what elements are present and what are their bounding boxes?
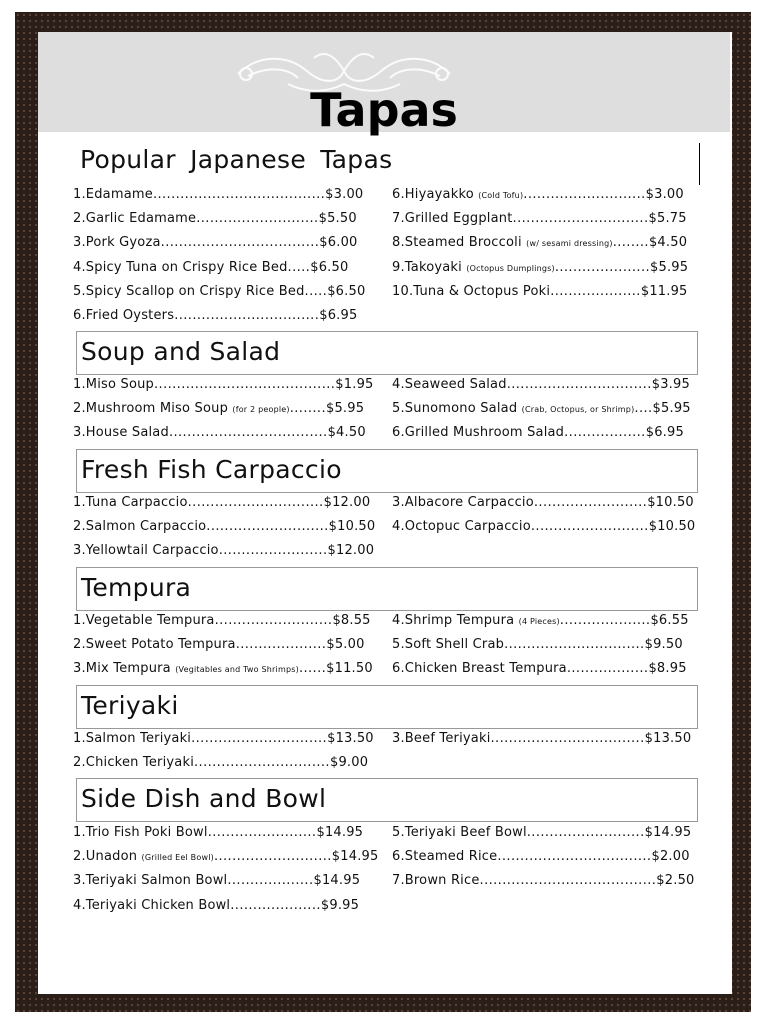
menu-item — [392, 660, 687, 678]
menu-item-leader-dots: ................................ — [506, 377, 652, 392]
menu-item-price: $10.50 — [648, 519, 696, 534]
menu-item-price: $5.95 — [650, 260, 689, 275]
menu-item — [392, 612, 689, 631]
menu-item — [73, 612, 371, 630]
menu-item — [392, 494, 694, 512]
menu-item — [392, 730, 691, 748]
menu-item — [73, 824, 363, 842]
menu-item-price: $13.50 — [644, 731, 692, 746]
menu-item — [73, 542, 374, 560]
menu-item-price: $14.95 — [644, 825, 692, 840]
menu-item-price: $4.50 — [327, 425, 366, 440]
menu-item-price: $12.00 — [323, 495, 371, 510]
menu-item — [73, 848, 378, 867]
menu-item-leader-dots: ........................... — [196, 211, 319, 226]
menu-item-price: $3.00 — [645, 187, 684, 202]
menu-item-leader-dots: .... — [634, 401, 653, 416]
menu-item-name: 2.Salmon Carpaccio — [73, 519, 207, 534]
menu-item-price: $4.50 — [648, 235, 688, 250]
menu-item-price: $3.95 — [651, 377, 690, 392]
menu-item-name: 2.Sweet Potato Tempura — [73, 637, 236, 652]
menu-item-name: 8.Steamed Broccoli — [392, 235, 522, 250]
menu-item-leader-dots: ............................... — [504, 637, 645, 652]
menu-item — [392, 210, 687, 228]
section-heading-tempura: Tempura — [81, 573, 192, 602]
menu-item-name: 4.Octopuc Carpaccio — [392, 519, 531, 534]
menu-item-price: $14.95 — [316, 825, 364, 840]
menu-item-name: 3.Mix Tempura — [73, 661, 171, 676]
menu-item-leader-dots: ..... — [287, 260, 311, 275]
menu-item-note: (Vegitables and Two Shrimps) — [175, 665, 299, 674]
menu-item — [73, 518, 375, 536]
menu-item-name: 1.Salmon Teriyaki — [73, 731, 192, 746]
menu-item-leader-dots: .......................... — [530, 519, 649, 534]
menu-item-leader-dots: ..................... — [554, 260, 651, 275]
menu-item — [392, 376, 690, 394]
menu-item-price: $5.95 — [652, 401, 691, 416]
menu-item-price: $8.55 — [332, 613, 371, 628]
menu-item — [392, 872, 695, 890]
menu-item-leader-dots: ........................... — [206, 519, 329, 534]
menu-item-note: (Grilled Eel Bowl) — [141, 853, 214, 862]
menu-title: Tapas — [310, 83, 458, 137]
menu-item-price: $9.95 — [320, 898, 360, 913]
menu-item-price: $5.95 — [325, 401, 365, 416]
menu-item-price: $9.50 — [644, 637, 683, 652]
menu-item — [73, 259, 348, 277]
menu-item-leader-dots: .................................. — [497, 849, 652, 864]
menu-item-leader-dots: ................................ — [174, 308, 320, 323]
menu-item — [392, 400, 691, 419]
menu-item-price: $6.95 — [645, 425, 684, 440]
menu-item-price: $1.95 — [335, 377, 374, 392]
menu-item-leader-dots: ................................... — [168, 425, 328, 440]
section-box-teriyaki — [76, 685, 698, 729]
section-box-soup-and-salad — [76, 331, 698, 375]
menu-item — [73, 872, 360, 890]
menu-item-name: 4.Teriyaki Chicken Bowl — [73, 898, 231, 913]
menu-item-name: 5.Spicy Scallop on Crispy Rice Bed — [73, 284, 305, 299]
menu-item-name: 7.Brown Rice — [392, 873, 480, 888]
menu-item — [392, 848, 690, 866]
menu-item-price: $6.00 — [319, 235, 358, 250]
section-box-tempura — [76, 567, 698, 611]
menu-item-leader-dots: ....................................... — [479, 873, 657, 888]
menu-item-price: $2.50 — [656, 873, 695, 888]
menu-item-price: $14.95 — [331, 849, 379, 864]
menu-item-note: (Cold Tofu) — [478, 191, 524, 200]
menu-item-leader-dots: ................................... — [160, 235, 320, 250]
menu-item-leader-dots: .............................. — [191, 731, 328, 746]
menu-item-price: $6.95 — [319, 308, 358, 323]
menu-item-leader-dots: .................... — [230, 898, 321, 913]
menu-item-leader-dots: .................... — [550, 284, 641, 299]
menu-item-name: 4.Shrimp Tempura — [392, 613, 515, 628]
menu-item-name: 6.Steamed Rice — [392, 849, 498, 864]
menu-item-leader-dots: .......................... — [526, 825, 645, 840]
menu-item-price: $10.50 — [328, 519, 376, 534]
menu-item — [73, 754, 368, 772]
menu-item — [392, 518, 695, 536]
menu-item — [392, 824, 691, 842]
menu-item-price: $3.00 — [325, 187, 364, 202]
section-heading-side-dish-and-bowl: Side Dish and Bowl — [81, 784, 327, 813]
menu-item-name: 3.Teriyaki Salmon Bowl — [73, 873, 228, 888]
menu-item — [392, 283, 688, 301]
menu-item-name: 3.Beef Teriyaki — [392, 731, 491, 746]
menu-item — [73, 376, 374, 394]
menu-item-name: 1.Tuna Carpaccio — [73, 495, 188, 510]
menu-item-name: 1.Edamame — [73, 187, 153, 202]
menu-item-name: 6.Chicken Breast Tempura — [392, 661, 567, 676]
menu-item — [73, 307, 357, 325]
menu-item-leader-dots: ..... — [304, 284, 328, 299]
menu-item-leader-dots: ................... — [227, 873, 314, 888]
menu-item-price: $6.50 — [310, 260, 349, 275]
menu-item-price: $14.95 — [313, 873, 361, 888]
menu-item-note: (4 Pieces) — [518, 617, 560, 626]
section-box-fresh-fish-carpaccio — [76, 449, 698, 493]
menu-item-name: 9.Takoyaki — [392, 260, 462, 275]
menu-item-name: 5.Teriyaki Beef Bowl — [392, 825, 527, 840]
menu-item-name: 1.Miso Soup — [73, 377, 154, 392]
menu-item-name: 2.Unadon — [73, 849, 138, 864]
menu-item-note: (w/ sesami dressing) — [526, 239, 613, 248]
menu-item-name: 1.Vegetable Tempura — [73, 613, 215, 628]
menu-item-price: $8.95 — [648, 661, 687, 676]
menu-item — [392, 424, 684, 442]
menu-item-leader-dots: ........................ — [218, 543, 328, 558]
section-heading-soup-and-salad: Soup and Salad — [81, 337, 281, 366]
menu-item-name: 4.Spicy Tuna on Crispy Rice Bed — [73, 260, 288, 275]
menu-item — [73, 660, 373, 679]
menu-item-name: 6.Fried Oysters — [73, 308, 175, 323]
menu-item-price: $13.50 — [327, 731, 374, 746]
menu-item-name: 7.Grilled Eggplant — [392, 211, 513, 226]
menu-item-leader-dots: .................... — [235, 637, 327, 652]
menu-item-price: $11.95 — [640, 284, 688, 299]
menu-item-leader-dots: .............................. — [194, 755, 330, 770]
menu-item-name: 3.Albacore Carpaccio — [392, 495, 534, 510]
menu-item-leader-dots: ......................... — [533, 495, 648, 510]
menu-item — [73, 283, 365, 301]
menu-item-name: 6.Hiyayakko — [392, 187, 474, 202]
menu-item-price: $12.00 — [327, 543, 375, 558]
section-heading-fresh-fish-carpaccio: Fresh Fish Carpaccio — [81, 455, 342, 484]
menu-item-leader-dots: ...... — [298, 661, 327, 676]
menu-item — [73, 494, 370, 512]
menu-item-note: (Crab, Octopus, or Shrimp) — [521, 405, 635, 414]
menu-item-leader-dots: ...................................... — [152, 187, 326, 202]
menu-item-name: 2.Mushroom Miso Soup — [73, 401, 229, 416]
menu-item-price: $6.55 — [650, 613, 689, 628]
menu-item-leader-dots: ........ — [612, 235, 649, 250]
menu-item-leader-dots: .............................. — [512, 211, 649, 226]
menu-item-leader-dots: .............................. — [187, 495, 324, 510]
menu-item — [73, 897, 359, 915]
menu-item-leader-dots: .................................. — [490, 731, 645, 746]
menu-item-note: (for 2 people) — [232, 405, 290, 414]
menu-item-price: $6.50 — [327, 284, 366, 299]
menu-item-name: 6.Grilled Mushroom Salad — [392, 425, 565, 440]
menu-item-leader-dots: ........................................ — [154, 377, 336, 392]
section-heading-teriyaki: Teriyaki — [81, 691, 179, 720]
menu-item — [73, 210, 357, 228]
menu-item — [73, 186, 363, 204]
menu-item-price: $2.00 — [651, 849, 690, 864]
menu-item-leader-dots: ........................... — [523, 187, 646, 202]
menu-item-name: 10.Tuna & Octopus Poki — [392, 284, 551, 299]
menu-item-price: $5.50 — [318, 211, 357, 226]
menu-item — [392, 186, 684, 205]
menu-item — [392, 234, 687, 253]
menu-item — [73, 636, 365, 654]
menu-item — [392, 636, 683, 654]
menu-item-price: $9.00 — [329, 755, 369, 770]
menu-item-name: 3.Pork Gyoza — [73, 235, 161, 250]
menu-item-leader-dots: .......................... — [214, 613, 333, 628]
menu-item — [73, 400, 364, 419]
menu-item — [392, 259, 688, 278]
menu-item-name: 3.House Salad — [73, 425, 169, 440]
menu-item-name: 5.Sunomono Salad — [392, 401, 518, 416]
menu-item — [73, 424, 366, 442]
menu-item-leader-dots: ........................ — [207, 825, 317, 840]
menu-item-leader-dots: .......................... — [213, 849, 332, 864]
menu-item-name: 3.Yellowtail Carpaccio — [73, 543, 219, 558]
menu-item-name: 2.Garlic Edamame — [73, 211, 197, 226]
menu-item-note: (Octopus Dumplings) — [466, 264, 555, 273]
menu-item-price: $11.50 — [326, 661, 373, 676]
menu-item-name: 2.Chicken Teriyaki — [73, 755, 194, 770]
menu-item-price: $5.75 — [648, 211, 687, 226]
menu-item-price: $10.50 — [647, 495, 694, 510]
menu-item-name: 4.Seaweed Salad — [392, 377, 507, 392]
menu-item-name: 1.Trio Fish Poki Bowl — [73, 825, 208, 840]
vertical-rule — [699, 143, 700, 185]
section-box-side-dish-and-bowl — [76, 778, 698, 822]
menu-item-leader-dots: .................. — [564, 425, 646, 440]
menu-item-price: $5.00 — [326, 637, 365, 652]
menu-item — [73, 234, 358, 252]
menu-item-leader-dots: .................. — [566, 661, 649, 676]
menu-item-leader-dots: .................... — [559, 613, 651, 628]
menu-item-name: 5.Soft Shell Crab — [392, 637, 505, 652]
section-heading-popular: Popular Japanese Tapas — [80, 145, 393, 174]
menu-item — [73, 730, 374, 748]
menu-item-leader-dots: ........ — [289, 401, 326, 416]
